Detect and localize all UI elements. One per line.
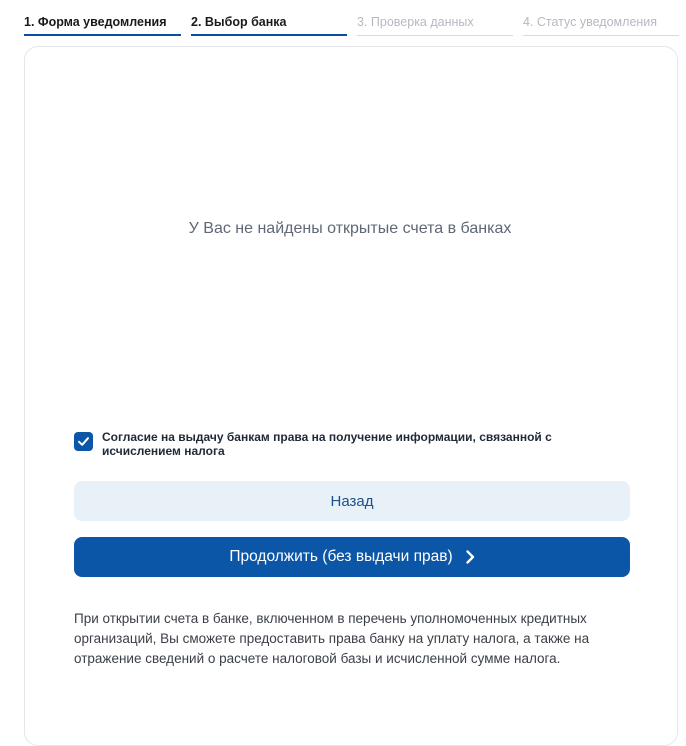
consent-label[interactable]: Согласие на выдачу банкам права на получение информации, связанной с исчислением налога — [102, 430, 552, 458]
stepper — [24, 14, 680, 36]
chevron-right-icon — [465, 550, 475, 564]
step-3-data-check: 3. Проверка данных — [357, 14, 513, 36]
continue-button-label: Продолжить (без выдачи прав) — [229, 548, 453, 565]
check-icon — [77, 435, 90, 448]
back-button[interactable]: Назад — [74, 481, 630, 521]
step-2-bank-selection[interactable]: 2. Выбор банка — [191, 14, 347, 36]
consent-checkbox[interactable] — [74, 432, 93, 451]
step-1-notification-form[interactable]: 1. Форма уведомления — [24, 14, 181, 36]
empty-accounts-message: У Вас не найдены открытые счета в банках — [188, 220, 512, 237]
info-paragraph: При открытии счета в банке, включенном в перечень уполномоченных кредитных организаций, Вы сможете предоставить права банку на уплату налога, а также на отражение сведений о расчете налоговой базы и исчисленной сумме налога. — [74, 611, 590, 666]
continue-without-rights-button[interactable] — [74, 537, 630, 577]
step-4-notification-status: 4. Статус уведомления — [523, 14, 679, 36]
